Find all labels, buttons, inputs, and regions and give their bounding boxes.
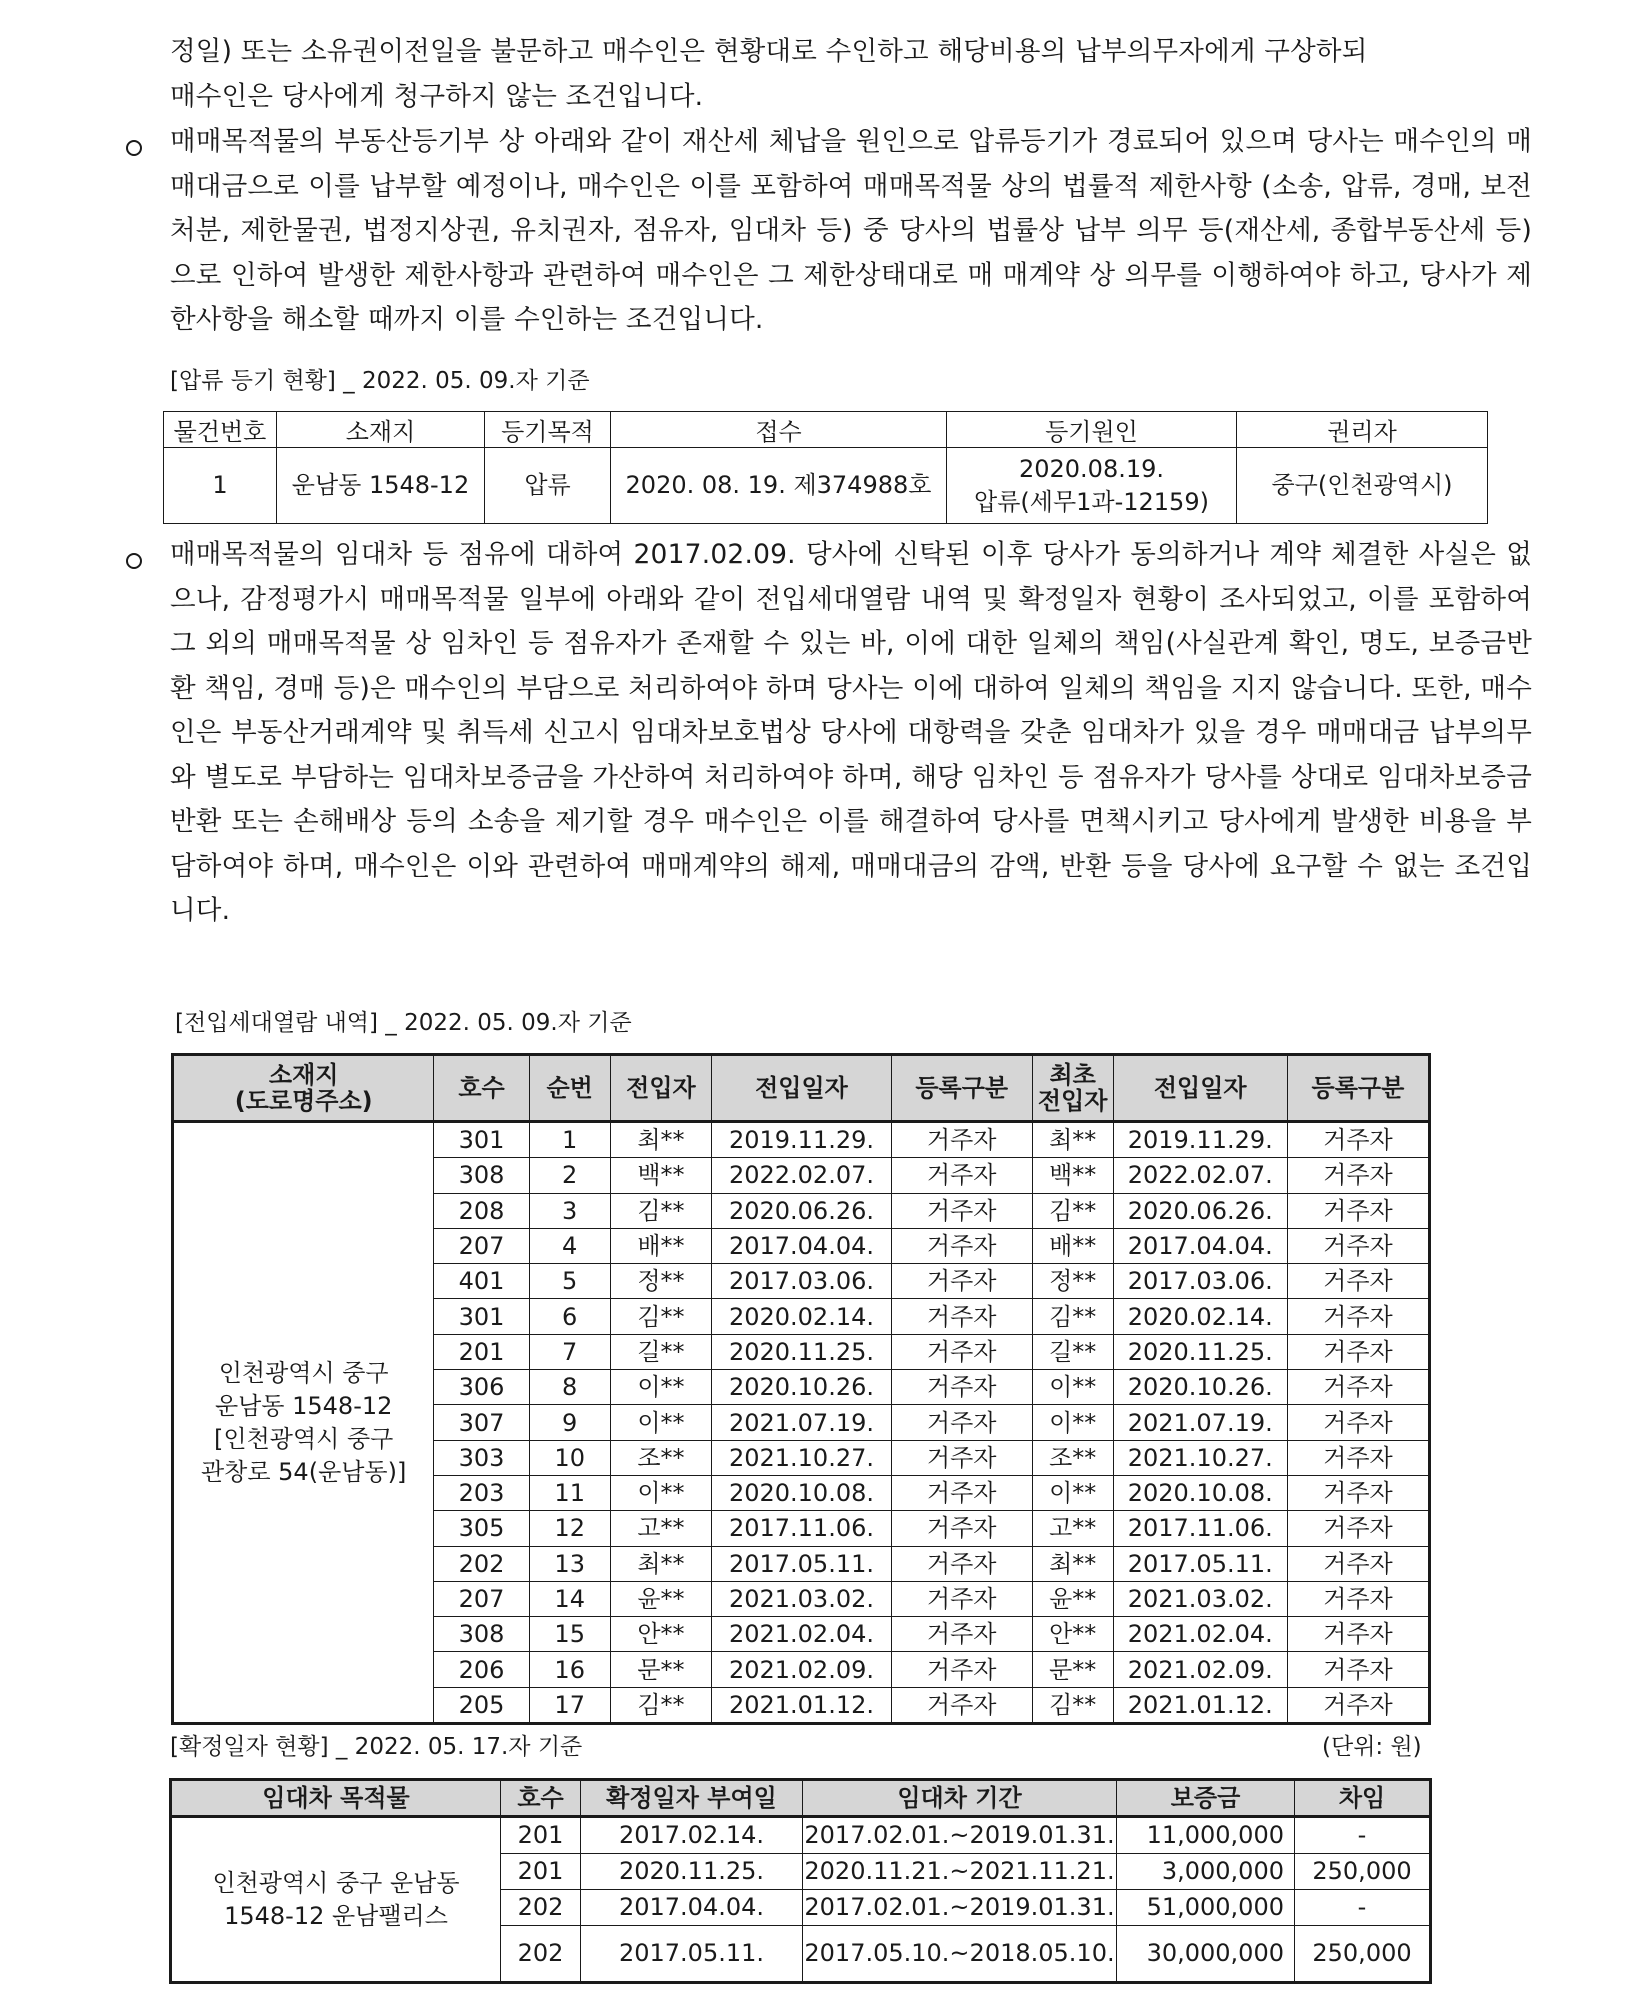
- cell-date2: 2021.03.02.: [1113, 1581, 1287, 1616]
- cell-date: 2017.03.06.: [712, 1264, 891, 1299]
- table-row: [173, 1122, 1430, 1158]
- cell-mover: 이**: [610, 1370, 712, 1405]
- cell-first: 조**: [1032, 1440, 1113, 1475]
- header-deposit: 보증금: [1117, 1780, 1295, 1817]
- cell-first: 김**: [1032, 1193, 1113, 1228]
- cell-holder: 중구(인천광역시): [1237, 448, 1488, 524]
- header-conf-date: 확정일자 부여일: [581, 1780, 803, 1817]
- cell-type2: 거주자: [1287, 1370, 1429, 1405]
- cell-unit: 305: [434, 1511, 529, 1546]
- cell-deposit: 3,000,000: [1117, 1854, 1295, 1890]
- header-first-line: 전입자: [1037, 1087, 1108, 1115]
- cell-deposit: 30,000,000: [1117, 1926, 1295, 1983]
- cell-first: 이**: [1032, 1405, 1113, 1440]
- table-header-row: [173, 1055, 1430, 1122]
- address-line: 인천광역시 중구: [218, 1358, 389, 1387]
- cell-type: 거주자: [891, 1158, 1032, 1193]
- table-row: [171, 1817, 1431, 1854]
- cell-date2: 2021.10.27.: [1113, 1440, 1287, 1475]
- cell-unit: 207: [434, 1581, 529, 1616]
- unit-label: (단위: 원): [1322, 1734, 1422, 1760]
- cell-date: 2017.04.04.: [712, 1228, 891, 1263]
- address-line: 1548-12 운남팰리스: [224, 1901, 448, 1930]
- cell-date2: 2022.02.07.: [1113, 1158, 1287, 1193]
- cell-seq: 9: [529, 1405, 610, 1440]
- header-location-line: 소재지: [268, 1061, 339, 1089]
- cell-period: 2017.02.01.~2019.01.31.: [803, 1817, 1117, 1854]
- seizure-caption: [압류 등기 현황] _ 2022. 05. 09.자 기준: [170, 368, 590, 394]
- cell-type2: 거주자: [1287, 1617, 1429, 1652]
- cell-rent: 250,000: [1295, 1854, 1431, 1890]
- cell-first: 배**: [1032, 1228, 1113, 1263]
- cell-date2: 2017.03.06.: [1113, 1264, 1287, 1299]
- cell-rent: -: [1295, 1890, 1431, 1926]
- header-receipt: 접수: [611, 412, 947, 448]
- cell-seq: 16: [529, 1652, 610, 1687]
- cell-seq: 4: [529, 1228, 610, 1263]
- cell-unit: 202: [434, 1546, 529, 1581]
- cell-first: 이**: [1032, 1370, 1113, 1405]
- cell-period: 2017.02.01.~2019.01.31.: [803, 1890, 1117, 1926]
- cell-unit: 201: [434, 1334, 529, 1369]
- cell-date: 2021.10.27.: [712, 1440, 891, 1475]
- cell-type: 거주자: [891, 1193, 1032, 1228]
- cell-unit: 308: [434, 1158, 529, 1193]
- cell-date2: 2021.07.19.: [1113, 1405, 1287, 1440]
- cell-date: 2020.02.14.: [712, 1299, 891, 1334]
- cell-unit: 301: [434, 1122, 529, 1158]
- cell-unit: 202: [501, 1926, 581, 1983]
- cell-type: 거주자: [891, 1440, 1032, 1475]
- cell-date: 2021.02.04.: [712, 1617, 891, 1652]
- cell-seq: 8: [529, 1370, 610, 1405]
- cell-location: 운남동 1548-12: [277, 448, 485, 524]
- cell-unit: 308: [434, 1617, 529, 1652]
- cell-mover: 최**: [610, 1122, 712, 1158]
- table-row: [164, 448, 1488, 524]
- cell-unit: 202: [501, 1890, 581, 1926]
- cell-first: 이**: [1032, 1475, 1113, 1510]
- bullet-circle-icon: [126, 140, 142, 156]
- cell-type: 거주자: [891, 1581, 1032, 1616]
- cell-type2: 거주자: [1287, 1652, 1429, 1687]
- cell-first: 안**: [1032, 1617, 1113, 1652]
- cell-type2: 거주자: [1287, 1546, 1429, 1581]
- cell-first: 길**: [1032, 1334, 1113, 1369]
- cell-receipt: 2020. 08. 19. 제374988호: [611, 448, 947, 524]
- cell-first: 김**: [1032, 1687, 1113, 1723]
- cell-date: 2017.05.11.: [712, 1546, 891, 1581]
- cell-mover: 윤**: [610, 1581, 712, 1616]
- header-item-no: 물건번호: [164, 412, 277, 448]
- cell-date2: 2017.04.04.: [1113, 1228, 1287, 1263]
- cell-date: 2020.10.26.: [712, 1370, 891, 1405]
- header-first-line: 최초: [1049, 1061, 1096, 1089]
- cell-type: 거주자: [891, 1652, 1032, 1687]
- confirmation-caption: [확정일자 현황] _ 2022. 05. 17.자 기준: [170, 1734, 583, 1760]
- cell-type2: 거주자: [1287, 1264, 1429, 1299]
- cell-rent: 250,000: [1295, 1926, 1431, 1983]
- cell-unit: 401: [434, 1264, 529, 1299]
- cell-mover: 백**: [610, 1158, 712, 1193]
- cell-seq: 3: [529, 1193, 610, 1228]
- header-location-line: (도로명주소): [234, 1087, 373, 1115]
- table-header-row: [171, 1780, 1431, 1817]
- cell-seq: 12: [529, 1511, 610, 1546]
- cell-mover: 김**: [610, 1193, 712, 1228]
- cell-seq: 1: [529, 1122, 610, 1158]
- header-reg-type-2: 등록구분: [1287, 1055, 1429, 1122]
- address-line: 인천광역시 중구 운남동: [212, 1868, 460, 1897]
- address-line: 운남동 1548-12: [214, 1391, 393, 1420]
- header-location: [173, 1055, 434, 1122]
- cell-first: 고**: [1032, 1511, 1113, 1546]
- cell-type: 거주자: [891, 1475, 1032, 1510]
- cell-mover: 이**: [610, 1475, 712, 1510]
- cell-conf-date: 2020.11.25.: [581, 1854, 803, 1890]
- cell-type2: 거주자: [1287, 1405, 1429, 1440]
- cell-rent: -: [1295, 1817, 1431, 1854]
- cell-period: 2017.05.10.~2018.05.10.: [803, 1926, 1117, 1983]
- cell-first: 정**: [1032, 1264, 1113, 1299]
- cell-unit: 306: [434, 1370, 529, 1405]
- header-move-in-date-2: 전입일자: [1113, 1055, 1287, 1122]
- cell-unit: 303: [434, 1440, 529, 1475]
- cell-cause: [947, 448, 1237, 524]
- cell-conf-date: 2017.05.11.: [581, 1926, 803, 1983]
- header-holder: 권리자: [1237, 412, 1488, 448]
- cell-purpose: 압류: [485, 448, 611, 524]
- cell-seq: 5: [529, 1264, 610, 1299]
- cell-type: 거주자: [891, 1370, 1032, 1405]
- cell-date2: 2021.02.09.: [1113, 1652, 1287, 1687]
- cell-deposit: 11,000,000: [1117, 1817, 1295, 1854]
- cell-unit: 201: [501, 1854, 581, 1890]
- cell-type: 거주자: [891, 1264, 1032, 1299]
- paragraph-line: 매수인은 당사에게 청구하지 않는 조건입니다.: [170, 81, 704, 112]
- cell-date: 2019.11.29.: [712, 1122, 891, 1158]
- cell-date2: 2021.01.12.: [1113, 1687, 1287, 1723]
- move-in-household-table: [171, 1053, 1431, 1725]
- cell-period: 2020.11.21.~2021.11.21.: [803, 1854, 1117, 1890]
- cell-date: 2021.01.12.: [712, 1687, 891, 1723]
- cell-seq: 10: [529, 1440, 610, 1475]
- cell-seq: 2: [529, 1158, 610, 1193]
- cell-first: 문**: [1032, 1652, 1113, 1687]
- confirmation-date-table: [169, 1778, 1432, 1984]
- move-in-caption: [전입세대열람 내역] _ 2022. 05. 09.자 기준: [175, 1010, 632, 1036]
- cell-seq: 7: [529, 1334, 610, 1369]
- cell-type: 거주자: [891, 1299, 1032, 1334]
- cell-mover: 이**: [610, 1405, 712, 1440]
- header-seq: 순번: [529, 1055, 610, 1122]
- cell-type2: 거주자: [1287, 1581, 1429, 1616]
- header-location: 소재지: [277, 412, 485, 448]
- header-reg-type: 등록구분: [891, 1055, 1032, 1122]
- cell-unit: 205: [434, 1687, 529, 1723]
- cell-first: 최**: [1032, 1122, 1113, 1158]
- cell-type: 거주자: [891, 1511, 1032, 1546]
- cell-seq: 11: [529, 1475, 610, 1510]
- cell-mover: 조**: [610, 1440, 712, 1475]
- cell-type: 거주자: [891, 1334, 1032, 1369]
- cell-date2: 2020.10.26.: [1113, 1370, 1287, 1405]
- header-purpose: 등기목적: [485, 412, 611, 448]
- cell-unit: 301: [434, 1299, 529, 1334]
- bullet-circle-icon: [126, 553, 142, 569]
- cell-type2: 거주자: [1287, 1687, 1429, 1723]
- cell-type2: 거주자: [1287, 1511, 1429, 1546]
- paragraph-lease: 매매목적물의 임대차 등 점유에 대하여 2017.02.09. 당사에 신탁된 이후 당사가 동의하거나 계약 체결한 사실은 없으나, 감정평가시 매매목적물 일부에 아래와 같이 전입세대열람 내역 및 확정일자 현황이 조사되었고, 이를 포함하여 그 외의 매매목적물 상 임차인 등 점유자가 존재할 수 있는 바, 이에 대한 일체의 책임(사실관계 확인, 명도, 보증금반환 책임, 경매 등)은 매수인의 부담으로 처리하여야 하며 당사는 이에 대하여 일체의 책임을 지지 않습니다. 또한, 매수인은 부동산거래계약 및 취득세 신고시 임대차보호법상 당사에 대항력을 갖춘 임대차가 있을 경우 매매대금 납부의무와 별도로 부담하는 임대차보증금을 가산하여 처리하여야 하며, 해당 임차인 등 점유자가 당사를 상대로 임대차보증금 반환 또는 손해배상 등의 소송을 제기할 경우 매수인은 이를 해결하여 당사를 면책시키고 당사에게 발생한 비용을 부담하여야 하며, 매수인은 이와 관련하여 매매계약의 해제, 매매대금의 감액, 반환 등을 당사에 요구할 수 없는 조건입니다.: [170, 539, 1532, 926]
- address-line: [인천광역시 중구: [214, 1424, 394, 1453]
- cell-type: 거주자: [891, 1405, 1032, 1440]
- cell-type2: 거주자: [1287, 1299, 1429, 1334]
- cell-mover: 문**: [610, 1652, 712, 1687]
- cell-unit: 307: [434, 1405, 529, 1440]
- cell-unit: 208: [434, 1193, 529, 1228]
- cell-type: 거주자: [891, 1546, 1032, 1581]
- cell-type2: 거주자: [1287, 1122, 1429, 1158]
- cell-unit: 207: [434, 1228, 529, 1263]
- header-rent: 차임: [1295, 1780, 1431, 1817]
- cell-type: 거주자: [891, 1687, 1032, 1723]
- cell-mover: 정**: [610, 1264, 712, 1299]
- cell-type2: 거주자: [1287, 1440, 1429, 1475]
- cell-date: 2021.07.19.: [712, 1405, 891, 1440]
- paragraph-seizure: 매매목적물의 부동산등기부 상 아래와 같이 재산세 체납을 원인으로 압류등기가 경료되어 있으며 당사는 매수인의 매매대금으로 이를 납부할 예정이나, 매수인은 이를 포함하여 매매목적물 상의 법률적 제한사항 (소송, 압류, 경매, 보전처분, 제한물권, 법정지상권, 유치권자, 점유자, 임대차 등) 중 당사의 법률상 납부 의무 등(재산세, 종합부동산세 등)으로 인하여 발생한 제한사항과 관련하여 매수인은 그 제한상태대로 매 매계약 상 의무를 이행하여야 하고, 당사가 제한사항을 해소할 때까지 이를 수인하는 조건입니다.: [170, 126, 1532, 335]
- cell-mover: 김**: [610, 1299, 712, 1334]
- cell-type2: 거주자: [1287, 1228, 1429, 1263]
- cell-date2: 2020.02.14.: [1113, 1299, 1287, 1334]
- cell-date: 2020.11.25.: [712, 1334, 891, 1369]
- cell-date2: 2017.11.06.: [1113, 1511, 1287, 1546]
- cell-unit: 203: [434, 1475, 529, 1510]
- cell-type: 거주자: [891, 1228, 1032, 1263]
- cell-first: 백**: [1032, 1158, 1113, 1193]
- cell-date: 2020.06.26.: [712, 1193, 891, 1228]
- cell-date2: 2020.06.26.: [1113, 1193, 1287, 1228]
- cell-date: 2020.10.08.: [712, 1475, 891, 1510]
- cell-mover: 배**: [610, 1228, 712, 1263]
- header-unit: 호수: [501, 1780, 581, 1817]
- cell-seq: 17: [529, 1687, 610, 1723]
- cell-address: [173, 1122, 434, 1724]
- cell-date2: 2021.02.04.: [1113, 1617, 1287, 1652]
- cell-type2: 거주자: [1287, 1158, 1429, 1193]
- cell-item-no: 1: [164, 448, 277, 524]
- header-cause: 등기원인: [947, 412, 1237, 448]
- cell-unit: 206: [434, 1652, 529, 1687]
- cell-conf-date: 2017.02.14.: [581, 1817, 803, 1854]
- header-mover: 전입자: [610, 1055, 712, 1122]
- cell-conf-date: 2017.04.04.: [581, 1890, 803, 1926]
- header-move-in-date: 전입일자: [712, 1055, 891, 1122]
- cell-type2: 거주자: [1287, 1475, 1429, 1510]
- header-lease-object: 임대차 목적물: [171, 1780, 501, 1817]
- cell-mover: 고**: [610, 1511, 712, 1546]
- cell-date2: 2019.11.29.: [1113, 1122, 1287, 1158]
- header-unit: 호수: [434, 1055, 529, 1122]
- cell-first: 최**: [1032, 1546, 1113, 1581]
- cell-type2: 거주자: [1287, 1334, 1429, 1369]
- header-first-mover: [1032, 1055, 1113, 1122]
- cell-date: 2022.02.07.: [712, 1158, 891, 1193]
- cell-date: 2021.03.02.: [712, 1581, 891, 1616]
- cell-seq: 15: [529, 1617, 610, 1652]
- cell-first: 윤**: [1032, 1581, 1113, 1616]
- cell-date: 2017.11.06.: [712, 1511, 891, 1546]
- address-line: 관창로 54(운남동)]: [200, 1457, 407, 1486]
- cell-seq: 6: [529, 1299, 610, 1334]
- cell-lease-object: [171, 1817, 501, 1983]
- cell-date: 2021.02.09.: [712, 1652, 891, 1687]
- cell-type: 거주자: [891, 1122, 1032, 1158]
- table-header-row: [164, 412, 1488, 448]
- cell-seq: 14: [529, 1581, 610, 1616]
- cause-detail: 압류(세무1과-12159): [974, 487, 1209, 516]
- cell-mover: 김**: [610, 1687, 712, 1723]
- cell-mover: 안**: [610, 1617, 712, 1652]
- cell-type2: 거주자: [1287, 1193, 1429, 1228]
- cell-unit: 201: [501, 1817, 581, 1854]
- cell-date2: 2020.10.08.: [1113, 1475, 1287, 1510]
- cause-date: 2020.08.19.: [1018, 454, 1165, 483]
- header-lease-period: 임대차 기간: [803, 1780, 1117, 1817]
- cell-mover: 최**: [610, 1546, 712, 1581]
- cell-type: 거주자: [891, 1617, 1032, 1652]
- cell-seq: 13: [529, 1546, 610, 1581]
- paragraph-line: 정일) 또는 소유권이전일을 불문하고 매수인은 현황대로 수인하고 해당비용의 납부의무자에게 구상하되: [170, 36, 1368, 67]
- seizure-registration-table: [163, 411, 1488, 524]
- cell-deposit: 51,000,000: [1117, 1890, 1295, 1926]
- cell-date2: 2020.11.25.: [1113, 1334, 1287, 1369]
- cell-mover: 길**: [610, 1334, 712, 1369]
- cell-date2: 2017.05.11.: [1113, 1546, 1287, 1581]
- cell-first: 김**: [1032, 1299, 1113, 1334]
